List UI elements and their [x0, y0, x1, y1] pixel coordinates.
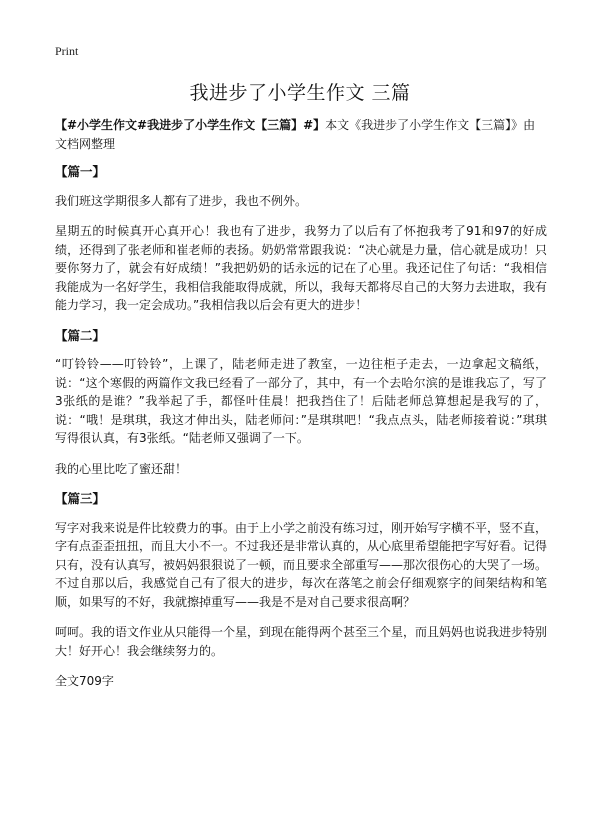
intro-tags: 【#小学生作文#我进步了小学生作文【三篇】#】 [55, 118, 326, 132]
section-2-paragraph: “叮铃铃——叮铃铃”，上课了，陆老师走进了教室，一边往柜子走去，一边拿起文稿纸，说：“这个寒假的两篇作文我已经看了一部分了，其中，有一个去哈尔滨的是谁我忘了，写了3张纸的是谁？”我举起了手，都怪叶佳晨！把我挡住了！后陆老师总算想起是我写的了，说：“哦！是琪琪，我这才伸出头，陆老师问：”是琪琪吧！“我点点头，陆老师接着说：”琪琪写得很认真，有3张纸。“陆老师又强调了一下。 [55, 357, 547, 445]
section-1-paragraph: 星期五的时候真开心真开心！我也有了进步，我努力了以后有了怀抱我考了91和97的好成绩，还得到了张老师和崔老师的表扬。奶奶常常跟我说：“决心就是力量，信心就是成功！只要你努力了，就会有好成绩！”我把奶奶的话永远的记在了心里。我还记住了句话：“我相信我能成为一名好学生，我相信我能取得成就，所以，我每天都将尽自己的大努力去进取，我有能力学习，我一定会成功。”我相信我以后会有更大的进步！ [55, 224, 548, 312]
intro-source: 本文《我进步了小学生作文【三篇】》由文档网整理 [55, 118, 536, 151]
document-title: 我进步了小学生作文 三篇 [189, 82, 411, 104]
section-3-paragraph: 呵呵。我的语文作业从只能得一个星，到现在能得两个甚至三个星，而且妈妈也说我进步特别大！好开心！我会继续努力的。 [55, 625, 548, 658]
section-2-heading: 【篇二】 [55, 327, 106, 343]
section-2-paragraph: 我的心里比吃了蜜还甜！ [55, 461, 188, 476]
intro-line [55, 116, 547, 153]
section-1-paragraph: 我们班这学期很多人都有了进步，我也不例外。 [55, 193, 308, 208]
section-3-heading: 【篇三】 [55, 491, 106, 506]
print-label: Print [55, 44, 79, 58]
document-body [55, 116, 547, 691]
section-1-heading: 【篇一】 [55, 164, 106, 179]
word-count: 全文709字 [55, 674, 114, 688]
section-3-paragraph: 写字对我来说是件比较费力的事。由于上小学之前没有练习过，刚开始写字横不平，竖不直，字有点歪歪扭扭，而且大小不一。不过我还是非常认真的，从心底里希望能把字写好看。记得只有，没有认真写，被妈妈狠狠说了一顿，而且要求全部重写——那次很伤心的大哭了一场。不过自那以后，我感觉自己有了很大的进步，每次在落笔之前会仔细观察字的间架结构和笔顺，如果写的不好，我就擦掉重写——我是不是对自己要求很高啊？ [55, 520, 548, 609]
